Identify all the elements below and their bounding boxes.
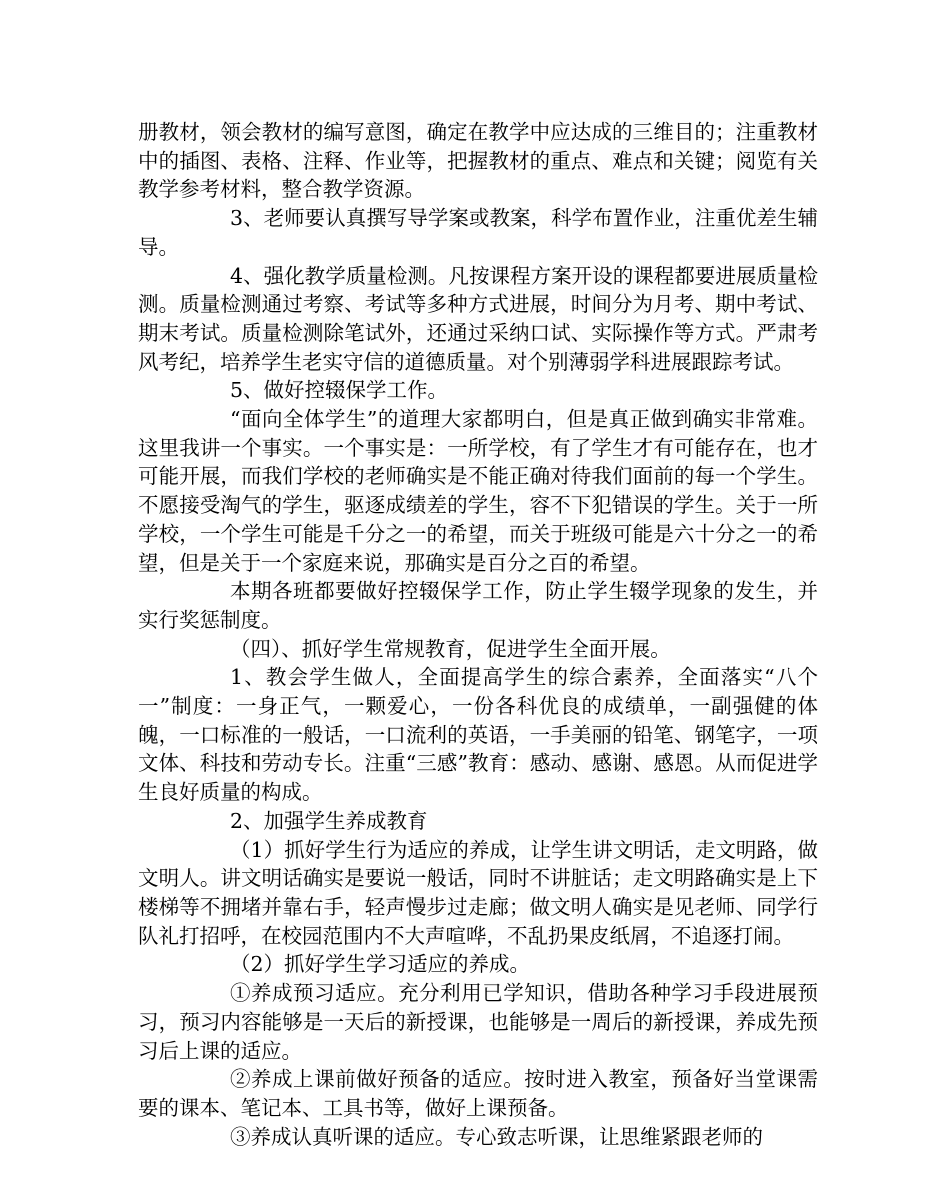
- document-body: [138, 118, 818, 1151]
- paragraph-2: 3、老师要认真撰写导学案或教案，科学布置作业，注重优差生辅导。: [138, 206, 818, 259]
- paragraph-11: （2）抓好学生学习适应的养成。: [230, 952, 531, 977]
- paragraph-7: （四）、抓好学生常规教育，促进学生全面开展。: [230, 636, 671, 661]
- paragraph-3: 4、强化教学质量检测。凡按课程方案开设的课程都要进展质量检测。质量检测通过考察、考试等多种方式进展，时间分为月考、期中考试、期末考试。质量检测除笔试外，还通过采纳口试、实际操作等方式。严肃考风考纪，培养学生老实守信的道德质量。对个别薄弱学科进展跟踪考试。: [138, 263, 818, 374]
- paragraph-4: 5、做好控辍保学工作。: [230, 378, 449, 403]
- paragraph-14: ③养成认真听课的适应。专心致志听课，让思维紧跟老师的: [230, 1124, 763, 1149]
- paragraph-8: 1、教会学生做人，全面提高学生的综合素养，全面落实“八个一”制度：一身正气，一颗爱心，一份各科优良的成绩单，一副强健的体魄，一口标准的一般话，一口流利的英语，一手美丽的铅笔、钢笔字，一项文体、科技和劳动专长。注重“三感”教育：感动、感谢、感恩。从而促进学生良好质量的构成。: [138, 665, 818, 805]
- paragraph-12: ①养成预习适应。充分利用已学知识，借助各种学习手段进展预习，预习内容能够是一天后的新授课，也能够是一周后的新授课，养成先预习后上课的适应。: [138, 981, 818, 1063]
- paragraph-10: （1）抓好学生行为适应的养成，让学生讲文明话，走文明路，做文明人。讲文明话确实是要说一般话，同时不讲脏话；走文明路确实是上下楼梯等不拥堵并靠右手，轻声慢步过走廊；做文明人确实是见老师、同学行队礼打招呼，在校园范围内不大声喧哗，不乱扔果皮纸屑，不追逐打闹。: [138, 837, 818, 948]
- paragraph-9: 2、加强学生养成教育: [230, 808, 428, 833]
- paragraph-13: ②养成上课前做好预备的适应。按时进入教室，预备好当堂课需要的课本、笔记本、工具书等，做好上课预备。: [138, 1067, 818, 1120]
- paragraph-5: “面向全体学生”的道理大家都明白，但是真正做到确实非常难。这里我讲一个事实。一个事实是：一所学校，有了学生才有可能存在，也才可能开展，而我们学校的老师确实是不能正确对待我们面前的每一个学生。不愿接受淘气的学生，驱逐成绩差的学生，容不下犯错误的学生。关于一所学校，一个学生可能是千分之一的希望，而关于班级可能是六十分之一的希望，但是关于一个家庭来说，那确实是百分之百的希望。: [138, 407, 818, 575]
- paragraph-1: 册教材，领会教材的编写意图，确定在教学中应达成的三维目的；注重教材中的插图、表格、注释、作业等，把握教材的重点、难点和关键；阅览有关教学参考材料，整合教学资源。: [138, 120, 818, 202]
- paragraph-6: 本期各班都要做好控辍保学工作，防止学生辍学现象的发生，并实行奖惩制度。: [138, 579, 818, 632]
